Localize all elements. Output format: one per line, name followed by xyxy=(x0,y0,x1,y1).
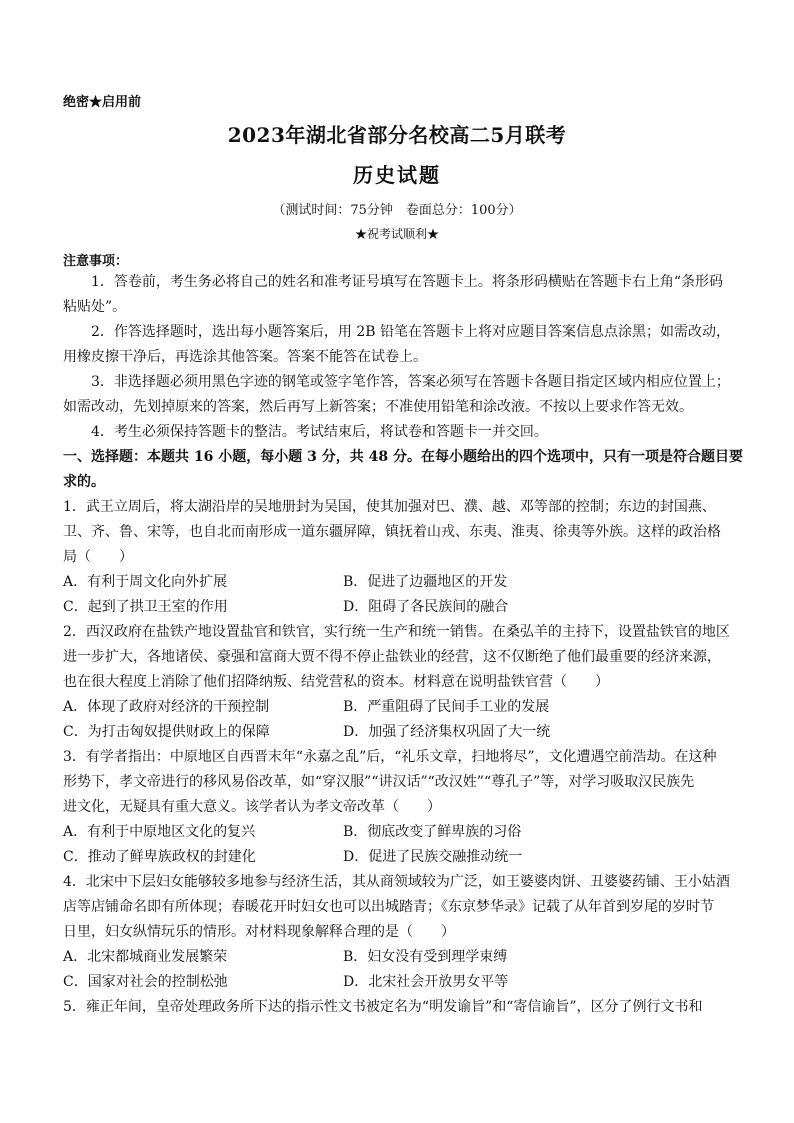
text-line: 局（ ） xyxy=(63,549,133,565)
q3-option-c: C．推动了鲜卑族政权的封建化 xyxy=(63,849,256,865)
text-line: 用橡皮擦干净后，再选涂其他答案。答案不能答在试卷上。 xyxy=(63,349,427,365)
text-line: 2．作答选择题时，选出每小题答案后，用 2B 铅笔在答题卡上将对应题目答案信息点涂黑；如需改动， xyxy=(91,324,731,340)
q3-option-a: A．有利于中原地区文化的复兴 xyxy=(63,824,256,840)
text-line: 如需改动，先划掉原来的答案，然后再写上新答案；不准使用铅笔和涂改液。不按以上要求作答无效。 xyxy=(63,399,693,415)
q4-option-c: C．国家对社会的控制松弛 xyxy=(63,974,228,990)
notice-heading: 注意事项： xyxy=(63,254,129,269)
notice-item-1 xyxy=(63,270,731,320)
text-line: 1．答卷前，考生务必将自己的姓名和准考证号填写在答题卡上。将条形码横贴在答题卡右上角“条形码 xyxy=(91,274,724,290)
text-line: 也在很大程度上消除了他们招降纳叛、结党营私的资本。材料意在说明盐铁官营（ ） xyxy=(63,674,609,690)
notice-item-3 xyxy=(63,370,731,420)
exam-meta: （测试时间：75分钟 卷面总分：100分） xyxy=(272,203,522,218)
q4-option-b: B．妇女没有受到理学束缚 xyxy=(343,949,508,965)
question-3-stem xyxy=(63,745,731,820)
q2-option-a: A．体现了政府对经济的干预控制 xyxy=(63,699,270,715)
text-line: 卫、齐、鲁、宋等，也自北而南形成一道东疆屏障，镇抚着山戎、东夷、淮夷、徐夷等外族。这样的政治格 xyxy=(63,524,721,540)
text-line: 形势下，孝文帝进行的移风易俗改革，如“穿汉服”“讲汉话”“改汉姓”“尊孔子”等，对学习吸取汉民族先 xyxy=(63,774,695,790)
text-line: 4．北宋中下层妇女能够较多地参与经济生活，其从商领域较为广泛，如王婆婆肉饼、丑婆婆药铺、王小姑酒 xyxy=(63,874,730,890)
question-2-stem xyxy=(63,620,731,695)
good-luck-line: ★祝考试顺利★ xyxy=(354,227,439,241)
text-line: 一、选择题：本题共 16 小题，每小题 3 分，共 48 分。在每小题给出的四个选项中，只有一项是符合题目要 xyxy=(63,449,743,465)
q1-option-d: D．阻碍了各民族间的融合 xyxy=(343,599,509,615)
q4-option-a: A．北宋都城商业发展繁荣 xyxy=(63,949,228,965)
text-line: 3．有学者指出：中原地区自西晋末年“永嘉之乱”后，“礼乐文章，扫地将尽”，文化遭遇空前浩劫。在这种 xyxy=(63,749,717,765)
notice-item-4 xyxy=(63,420,731,445)
text-line: 2．西汉政府在盐铁产地设置盐官和铁官，实行统一生产和统一销售。在桑弘羊的主持下，设置盐铁官的地区 xyxy=(63,624,730,640)
q2-option-b: B．严重阻碍了民间手工业的发展 xyxy=(343,699,550,715)
text-line: 进一步扩大，各地诸侯、豪强和富商大贾不得不停止盐铁业的经营，这不仅断绝了他们最重要的经济来源， xyxy=(63,649,721,665)
question-5-stem xyxy=(63,995,731,1020)
q3-option-d: D．促进了民族交融推动统一 xyxy=(343,849,523,865)
text-line: 求的。 xyxy=(63,474,105,490)
q4-option-d: D．北宋社会开放男女平等 xyxy=(343,974,509,990)
q1-option-b: B．促进了边疆地区的开发 xyxy=(343,574,508,590)
subject-title: 历史试题 xyxy=(353,163,441,187)
notice-item-2 xyxy=(63,320,731,370)
section-heading xyxy=(63,445,743,495)
q2-option-d: D．加强了经济集权巩固了大一统 xyxy=(343,724,551,740)
text-line: 1．武王立周后，将太湖沿岸的吴地册封为吴国，使其加强对巴、濮、越、邓等部的控制；东边的封国燕、 xyxy=(63,499,716,515)
text-line: 5．雍正年间，皇帝处理政务所下达的指示性文书被定名为“明发谕旨”和“寄信谕旨”，区分了例行文书和 xyxy=(63,999,703,1015)
question-1-stem xyxy=(63,495,731,570)
text-line: 店等店铺命名即有所体现；春暖花开时妇女也可以出城踏青；《东京梦华录》记载了从年首到岁尾的岁时节 xyxy=(63,899,714,915)
confidential-label: 绝密★启用前 xyxy=(63,95,142,110)
question-4-stem xyxy=(63,870,731,945)
text-line: 4．考生必须保持答题卡的整洁。考试结束后，将试卷和答题卡一并交回。 xyxy=(91,424,548,440)
text-line: 进文化，无疑具有重大意义。该学者认为孝文帝改革（ ） xyxy=(63,799,441,815)
q1-option-c: C．起到了拱卫王室的作用 xyxy=(63,599,228,615)
q2-option-c: C．为打击匈奴提供财政上的保障 xyxy=(63,724,270,740)
exam-title: 2023年湖北省部分名校高二5月联考 xyxy=(227,123,567,147)
text-line: 粘贴处”。 xyxy=(63,299,127,315)
text-line: 日里，妇女纵情玩乐的情形。对材料现象解释合理的是（ ） xyxy=(63,924,455,940)
text-line: 3．非选择题必须用黑色字迹的钢笔或签字笔作答，答案必须写在答题卡各题目指定区域内相应位置上； xyxy=(91,374,730,390)
q1-option-a: A．有利于周文化向外扩展 xyxy=(63,574,228,590)
q3-option-b: B．彻底改变了鲜卑族的习俗 xyxy=(343,824,522,840)
